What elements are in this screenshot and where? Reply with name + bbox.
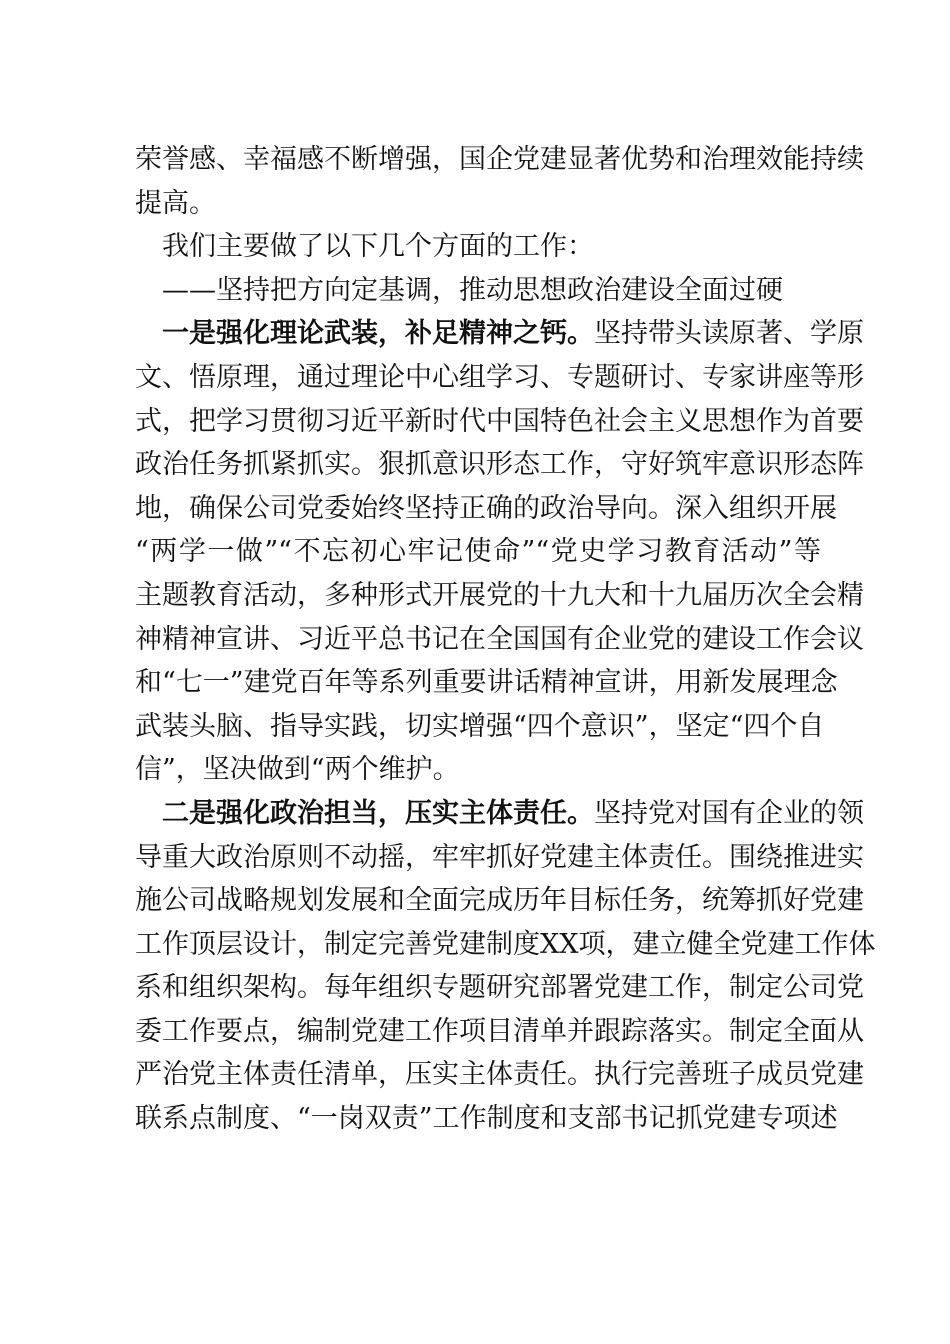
paragraph-line: 武装头脑、指导实践，切实增强“四个意识”，坚定“四个自 [135, 710, 825, 742]
paragraph-line: 委工作要点，编制党建工作项目清单并跟踪落实。制定全面从 [135, 1015, 864, 1047]
paragraph-line [135, 792, 864, 836]
paragraph-line: 导重大政治原则不动摇，牢牢抓好党建主体责任。围绕推进实 [135, 841, 864, 873]
line-text: 坚持党对国有企业的领 [594, 797, 864, 829]
paragraph-line: 信”，坚决做到“两个维护。 [135, 754, 460, 786]
paragraph-line: 严治党主体责任清单，压实主体责任。执行完善班子成员党建 [135, 1059, 864, 1091]
paragraph-line: 神精神宣讲、习近平总书记在全国国有企业党的建设工作会议 [135, 623, 864, 655]
document-page [135, 138, 876, 1141]
paragraph-line: 文、悟原理，通过理论中心组学习、专题研讨、专家讲座等形 [135, 361, 864, 393]
paragraph-line: 提高。 [135, 187, 216, 219]
bold-lead: 一是强化理论武装，补足精神之钙。 [162, 318, 594, 350]
paragraph-line: 工作顶层设计，制定完善党建制度XX项，建立健全党建工作体 [135, 928, 876, 960]
paragraph-line [135, 312, 864, 356]
paragraph-line: 和“七一”建党百年等系列重要讲话精神宣讲，用新发展理念 [135, 667, 838, 699]
paragraph-line: 地，确保公司党委始终坚持正确的政治导向。深入组织开展 [135, 492, 837, 524]
line-text: 坚持带头读原著、学原 [594, 318, 864, 350]
paragraph-line: 我们主要做了以下几个方面的工作： [162, 231, 594, 263]
paragraph-line: 政治任务抓紧抓实。狠抓意识形态工作，守好筑牢意识形态阵 [135, 449, 864, 481]
paragraph-line: 主题教育活动，多种形式开展党的十九大和十九届历次全会精 [135, 579, 864, 611]
paragraph-line: 系和组织架构。每年组织专题研究部署党建工作，制定公司党 [135, 972, 864, 1004]
paragraph-line: 式，把学习贯彻习近平新时代中国特色社会主义思想作为首要 [135, 405, 864, 437]
paragraph-line: 联系点制度、“一岗双责”工作制度和支部书记抓党建专项述 [135, 1103, 838, 1135]
section-heading: ——坚持把方向定基调，推动思想政治建设全面过硬 [162, 274, 783, 306]
paragraph-line: 施公司战略规划发展和全面完成历年目标任务，统筹抓好党建 [135, 885, 864, 917]
bold-lead: 二是强化政治担当，压实主体责任。 [162, 797, 594, 829]
paragraph-line: 荣誉感、幸福感不断增强，国企党建显著优势和治理效能持续 [135, 144, 864, 175]
paragraph-line: “两学一做”“不忘初心牢记使命”“党史学习教育活动”等 [135, 536, 821, 568]
